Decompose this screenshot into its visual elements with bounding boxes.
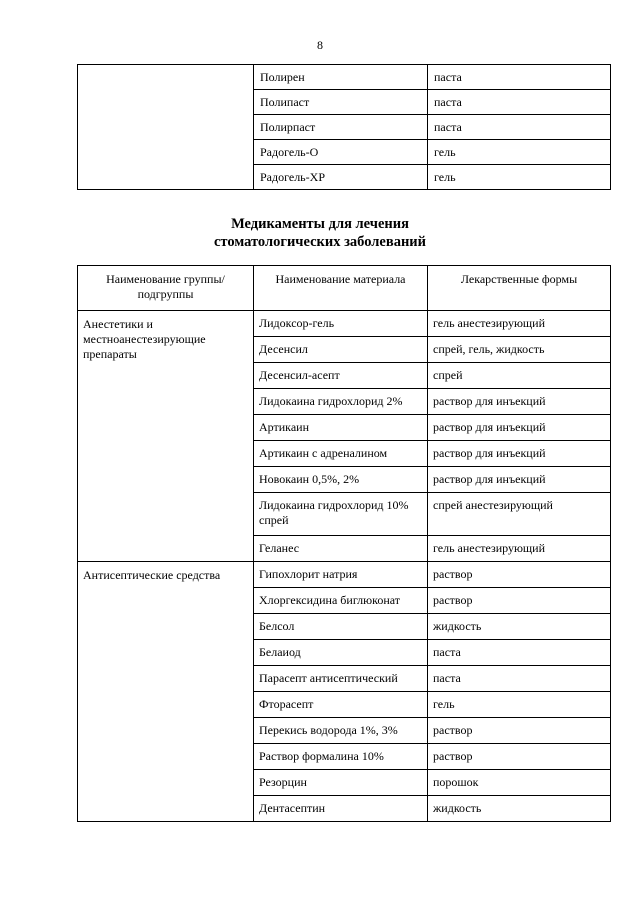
material-name-cell: Перекись водорода 1%, 3% bbox=[254, 718, 428, 744]
header-group: Наименование группы/подгруппы bbox=[78, 266, 254, 311]
material-name-cell: Десенсил-асепт bbox=[254, 363, 428, 389]
dosage-form-cell: раствор для инъекций bbox=[428, 467, 611, 493]
dosage-form-cell: спрей анестезирующий bbox=[428, 493, 611, 536]
dosage-form-cell: раствор bbox=[428, 588, 611, 614]
material-name-cell: Гипохлорит натрия bbox=[254, 562, 428, 588]
dosage-form-cell: паста bbox=[428, 90, 611, 115]
dosage-form-cell: жидкость bbox=[428, 614, 611, 640]
material-name-cell: Лидокаина гидрохлорид 2% bbox=[254, 389, 428, 415]
dosage-form-cell: гель bbox=[428, 165, 611, 190]
material-name-cell: Дентасептин bbox=[254, 796, 428, 822]
section-title bbox=[0, 215, 640, 251]
section-title-line-1: Медикаменты для лечения bbox=[231, 216, 409, 232]
material-name-cell: Хлоргексидина биглюконат bbox=[254, 588, 428, 614]
medications-table bbox=[77, 265, 611, 822]
material-name-cell: Лидокаина гидрохлорид 10% спрей bbox=[254, 493, 428, 536]
dosage-form-cell: раствор bbox=[428, 718, 611, 744]
material-name-cell: Лидоксор-гель bbox=[254, 311, 428, 337]
group-name-cell: Антисептические средства bbox=[78, 562, 254, 822]
dosage-form-cell: раствор для инъекций bbox=[428, 389, 611, 415]
header-form: Лекарственные формы bbox=[428, 266, 611, 311]
page-number: 8 bbox=[317, 38, 323, 52]
material-name-cell: Полипаст bbox=[254, 90, 428, 115]
dosage-form-cell: паста bbox=[428, 640, 611, 666]
dosage-form-cell: гель bbox=[428, 692, 611, 718]
section-title-line-2: стоматологических заболеваний bbox=[213, 234, 427, 250]
dosage-form-cell: гель анестезирующий bbox=[428, 311, 611, 337]
dosage-form-cell: жидкость bbox=[428, 796, 611, 822]
material-name-cell: Белсол bbox=[254, 614, 428, 640]
dosage-form-cell: раствор для инъекций bbox=[428, 415, 611, 441]
table-row bbox=[78, 65, 611, 90]
table-header-row bbox=[78, 266, 611, 311]
material-name-cell: Десенсил bbox=[254, 337, 428, 363]
dosage-form-cell: паста bbox=[428, 65, 611, 90]
material-name-cell: Новокаин 0,5%, 2% bbox=[254, 467, 428, 493]
continuation-table bbox=[77, 64, 611, 190]
material-name-cell: Радогель-ХР bbox=[254, 165, 428, 190]
material-name-cell: Раствор формалина 10% bbox=[254, 744, 428, 770]
dosage-form-cell: спрей bbox=[428, 363, 611, 389]
dosage-form-cell: спрей, гель, жидкость bbox=[428, 337, 611, 363]
material-name-cell: Резорцин bbox=[254, 770, 428, 796]
material-name-cell: Полирен bbox=[254, 65, 428, 90]
material-name-cell: Артикаин bbox=[254, 415, 428, 441]
material-name-cell: Полирпаст bbox=[254, 115, 428, 140]
material-name-cell: Белаиод bbox=[254, 640, 428, 666]
dosage-form-cell: гель bbox=[428, 140, 611, 165]
dosage-form-cell: раствор bbox=[428, 744, 611, 770]
header-material: Наименование материала bbox=[254, 266, 428, 311]
dosage-form-cell: паста bbox=[428, 115, 611, 140]
table-row bbox=[78, 311, 611, 337]
material-name-cell: Артикаин с адреналином bbox=[254, 441, 428, 467]
material-name-cell: Радогель-О bbox=[254, 140, 428, 165]
empty-group-cell bbox=[78, 65, 254, 190]
group-name-cell: Анестетики и местноанестезирующие препараты bbox=[78, 311, 254, 562]
dosage-form-cell: раствор для инъекций bbox=[428, 441, 611, 467]
dosage-form-cell: порошок bbox=[428, 770, 611, 796]
table-row bbox=[78, 562, 611, 588]
dosage-form-cell: гель анестезирующий bbox=[428, 536, 611, 562]
material-name-cell: Парасепт антисептический bbox=[254, 666, 428, 692]
material-name-cell: Фторасепт bbox=[254, 692, 428, 718]
dosage-form-cell: паста bbox=[428, 666, 611, 692]
dosage-form-cell: раствор bbox=[428, 562, 611, 588]
material-name-cell: Геланес bbox=[254, 536, 428, 562]
